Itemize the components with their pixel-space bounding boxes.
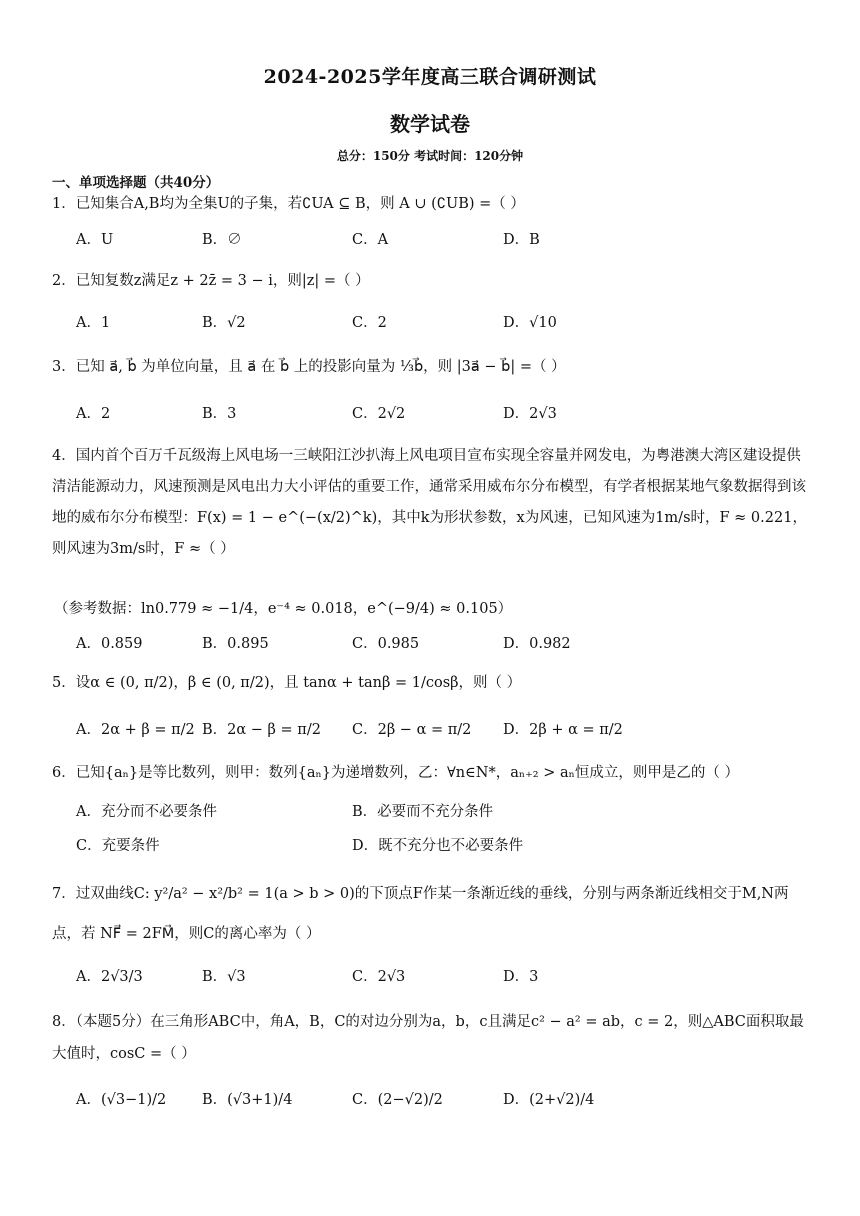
q8-option-a: A．(√3−1)/2: [76, 1092, 167, 1108]
q1-option-a: A．U: [76, 232, 114, 248]
q6-option-c: C．充要条件: [76, 838, 160, 854]
question-4: 4．国内首个百万千瓦级海上风电场一三峡阳江沙扒海上风电项目宣布实现全容量并网发电，为粤港澳大湾区建设提供清洁能源动力，风速预测是风电出力大小评估的重要工作，通常采用威布尔分布模型，有学者根据某地气象数据得到该地的威布尔分布模型：F(x) = 1 − e^(−(x/2)^k)，其中k为形状参数，x为风速，已知风速为1m/s时，F ≈ 0.221，则风速为3m/s时，F ≈（ ）: [52, 448, 807, 557]
question-2: 2．已知复数z满足z + 2z̄ = 3 − i，则|z| =（ ）: [52, 273, 370, 289]
q1-option-d: D．B: [503, 232, 540, 248]
q4-option-b: B．0.895: [202, 636, 269, 652]
question-5: 5．设α ∈ (0, π/2)，β ∈ (0, π/2)，且 tanα + tanβ = 1/cosβ，则（ ）: [52, 675, 522, 691]
question-3: 3．已知 a⃗, b⃗ 为单位向量，且 a⃗ 在 b⃗ 上的投影向量为 ⅓b⃗，则 |3a⃗ − b⃗| =（ ）: [52, 359, 566, 375]
q3-option-c: C．2√2: [352, 406, 406, 422]
q2-option-d: D．√10: [503, 315, 557, 331]
q7-option-b: B．√3: [202, 969, 246, 985]
q6-option-d: D．既不充分也不必要条件: [352, 838, 524, 854]
q3-option-a: A．2: [76, 406, 111, 422]
q5-option-c: C．2β − α = π/2: [352, 722, 472, 738]
q4-option-a: A．0.859: [76, 636, 143, 652]
q5-option-a: A．2α + β = π/2: [76, 722, 195, 738]
question-1: 1．已知集合A,B均为全集U的子集，若∁UA ⊆ B，则 A ∪ (∁UB) =（ ）: [52, 196, 525, 212]
q6-option-a: A．充分而不必要条件: [76, 804, 217, 820]
q4-option-d: D．0.982: [503, 636, 571, 652]
q2-option-c: C．2: [352, 315, 387, 331]
section-heading: 一、单项选择题（共40分）: [52, 175, 220, 191]
q3-option-d: D．2√3: [503, 406, 557, 422]
q4-option-c: C．0.985: [352, 636, 420, 652]
exam-title: 2024-2025学年度高三联合调研测试: [263, 66, 597, 88]
q8-option-b: B．(√3+1)/4: [202, 1092, 293, 1108]
q1-option-b: B．∅: [202, 232, 242, 248]
q2-option-a: A．1: [76, 315, 111, 331]
q2-option-b: B．√2: [202, 315, 246, 331]
question-8: 8．（本题5分）在三角形ABC中，角A，B，C的对边分别为a，b，c且满足c² − a² = ab，c = 2，则△ABC面积取最大值时，cosC =（ ）: [52, 1014, 804, 1062]
q4-reference-data: （参考数据：ln0.779 ≈ −1/4，e⁻⁴ ≈ 0.018，e^(−9/4) ≈ 0.105）: [54, 601, 513, 617]
q3-option-b: B．3: [202, 406, 237, 422]
q8-option-c: C．(2−√2)/2: [352, 1092, 443, 1108]
question-7: 7．过双曲线C: y²/a² − x²/b² = 1(a > b > 0)的下顶点F作某一条渐近线的垂线，分别与两条渐近线相交于M,N两点，若 NF⃗ = 2FM⃗，则C的离心率为（ ）: [52, 886, 789, 942]
q7-option-d: D．3: [503, 969, 539, 985]
q1-option-c: C．A: [352, 232, 389, 248]
q8-option-d: D．(2+√2)/4: [503, 1092, 595, 1108]
exam-subtitle: 数学试卷: [390, 112, 470, 136]
exam-meta: 总分：150分 考试时间：120分钟: [336, 149, 524, 163]
question-6: 6．已知{aₙ}是等比数列，则甲：数列{aₙ}为递增数列，乙：∀n∈N*，aₙ₊₂ > aₙ恒成立，则甲是乙的（ ）: [52, 765, 739, 781]
q5-option-d: D．2β + α = π/2: [503, 722, 623, 738]
q7-option-a: A．2√3/3: [76, 969, 143, 985]
q7-option-c: C．2√3: [352, 969, 406, 985]
q6-option-b: B．必要而不充分条件: [352, 804, 494, 820]
q5-option-b: B．2α − β = π/2: [202, 722, 321, 738]
